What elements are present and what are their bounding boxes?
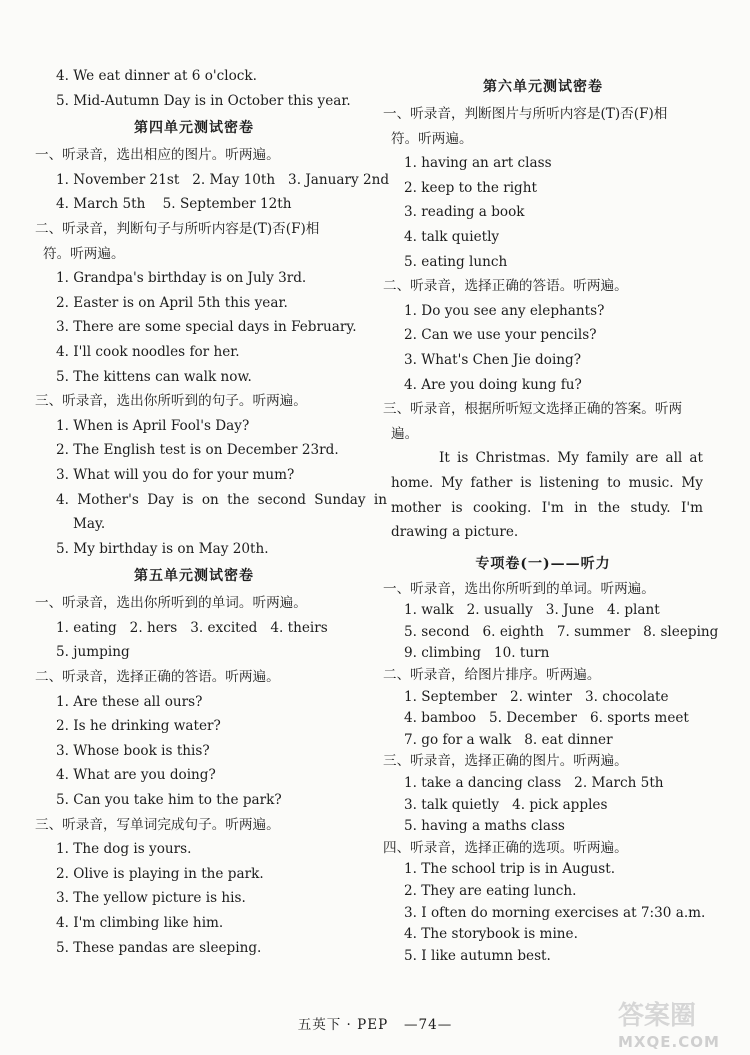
- list-item: 1. take a dancing class 2. March 5th: [404, 775, 664, 792]
- list-item: 2. Can we use your pencils?: [404, 327, 597, 344]
- list-item: 2. Olive is playing in the park.: [56, 865, 264, 882]
- section-title-unit4: 第四单元测试密卷: [134, 120, 254, 137]
- question-heading: 一、听录音，判断图片与所听内容是(T)否(F)相: [383, 106, 668, 122]
- list-item: 1. September 2. winter 3. chocolate: [404, 688, 669, 705]
- list-item: 3. What will you do for your mum?: [56, 466, 295, 483]
- question-heading: 一、听录音，选出你所听到的单词。听两遍。: [35, 595, 307, 612]
- question-heading: 三、听录音，选择正确的图片。听两遍。: [383, 753, 628, 770]
- list-item: 3. I often do morning exercises at 7:30 a.m.: [404, 904, 706, 921]
- question-heading: 二、听录音，给图片排序。听两遍。: [383, 667, 601, 684]
- site-logo: [618, 1003, 720, 1055]
- right-column: [383, 72, 719, 967]
- list-item: 2. keep to the right: [404, 179, 537, 196]
- list-item: 5. having a maths class: [404, 818, 565, 835]
- list-item: 2. The English test is on December 23rd.: [56, 442, 339, 459]
- page-footer: 五英下 · PEP —74—: [297, 1017, 453, 1033]
- list-item: 4. bamboo 5. December 6. sports meet: [404, 710, 689, 727]
- list-item-cont: May.: [73, 516, 106, 533]
- list-item: 5. Can you take him to the park?: [56, 792, 282, 809]
- list-item: 3. What's Chen Jie doing?: [404, 351, 582, 368]
- list-item: 1. November 21st 2. May 10th 3. January 2nd: [56, 171, 390, 188]
- special-section-body: [383, 579, 719, 968]
- question-heading: 三、听录音，选出你所听到的句子。听两遍。: [35, 393, 307, 410]
- list-item: 5. The kittens can walk now.: [56, 368, 252, 385]
- list-item: 4. Are you doing kung fu?: [404, 376, 582, 393]
- question-heading: 三、听录音，写单词完成句子。听两遍。: [35, 816, 280, 833]
- list-item: 4. I'll cook noodles for her.: [56, 343, 240, 360]
- question-heading: 二、听录音，选择正确的答语。听两遍。: [383, 278, 628, 295]
- list-item: 5. jumping: [56, 644, 130, 661]
- list-item: 1. Grandpa's birthday is on July 3rd.: [56, 270, 307, 287]
- list-item: 3. reading a book: [404, 204, 525, 221]
- list-item: 2. Is he drinking water?: [56, 718, 221, 735]
- list-item: 3. talk quietly 4. pick apples: [404, 796, 608, 813]
- list-item: 1. having an art class: [404, 155, 552, 172]
- list-item: 1. eating 2. hers 3. excited 4. theirs: [56, 619, 328, 636]
- list-item: 5. My birthday is on May 20th.: [56, 540, 269, 557]
- question-heading: 二、听录音，选择正确的答语。听两遍。: [35, 669, 280, 686]
- list-item: 1. When is April Fool's Day?: [56, 417, 250, 434]
- question-heading-cont: 符。听两遍。: [391, 130, 473, 147]
- listening-passage: It is Christmas. My family are all at home. My father is listening to music. My mother is cooking. I'm in the study. I'm drawing a picture.: [391, 450, 703, 541]
- list-item: 4. March 5th 5. September 12th: [56, 196, 292, 213]
- question-heading: 一、听录音，选出相应的图片。听两遍。: [35, 147, 280, 164]
- list-item: 2. They are eating lunch.: [404, 883, 577, 899]
- question-heading: 一、听录音，选出你所听到的单词。听两遍。: [383, 580, 655, 597]
- question-heading-cont: 符。听两遍。: [43, 245, 125, 262]
- section-title-special: 专项卷(一)——听力: [475, 555, 611, 572]
- question-heading: 二、听录音，判断句子与所听内容是(T)否(F)相: [35, 220, 320, 237]
- list-item: 3. Whose book is this?: [56, 742, 210, 759]
- list-item: 1. walk 2. usually 3. June 4. plant: [404, 602, 660, 619]
- list-item: 1. The dog is yours.: [56, 841, 192, 858]
- list-item: 5. eating lunch: [404, 253, 508, 270]
- list-item: 4. We eat dinner at 6 o'clock.: [56, 68, 257, 84]
- list-item: 9. climbing 10. turn: [404, 645, 550, 662]
- list-item: 4. I'm climbing like him.: [56, 915, 224, 931]
- question-heading-cont: 遍。: [391, 425, 419, 442]
- list-item: 2. Easter is on April 5th this year.: [56, 294, 288, 311]
- site-logo-text: 答案圈: [618, 1001, 697, 1031]
- list-item: 5. I like autumn best.: [404, 947, 551, 964]
- list-item: 4. What are you doing?: [56, 767, 216, 784]
- question-heading: 三、听录音，根据所听短文选择正确的答案。听两: [383, 401, 683, 418]
- list-item: 4. talk quietly: [404, 228, 500, 245]
- list-item: 3. The yellow picture is his.: [56, 890, 246, 907]
- list-item: 3. There are some special days in February.: [56, 319, 357, 336]
- list-item: 4. The storybook is mine.: [404, 926, 578, 943]
- list-item: 4. Mother's Day is on the second Sunday in: [56, 491, 388, 508]
- list-item: 5. These pandas are sleeping.: [56, 939, 262, 956]
- left-column: [35, 64, 390, 960]
- site-logo-url: MXQE.COM: [618, 1033, 720, 1051]
- section-title-unit6: 第六单元测试密卷: [483, 79, 603, 95]
- list-item: 1. Do you see any elephants?: [404, 302, 605, 319]
- section-title-unit5: 第五单元测试密卷: [134, 568, 254, 585]
- list-item: 5. Mid-Autumn Day is in October this year.: [56, 92, 351, 109]
- list-item: 1. The school trip is in August.: [404, 861, 616, 878]
- list-item: 1. Are these all ours?: [56, 693, 203, 710]
- list-item: 7. go for a walk 8. eat dinner: [404, 731, 613, 748]
- list-item: 5. second 6. eighth 7. summer 8. sleeping: [404, 623, 719, 640]
- question-heading: 四、听录音，选择正确的选项。听两遍。: [383, 839, 628, 856]
